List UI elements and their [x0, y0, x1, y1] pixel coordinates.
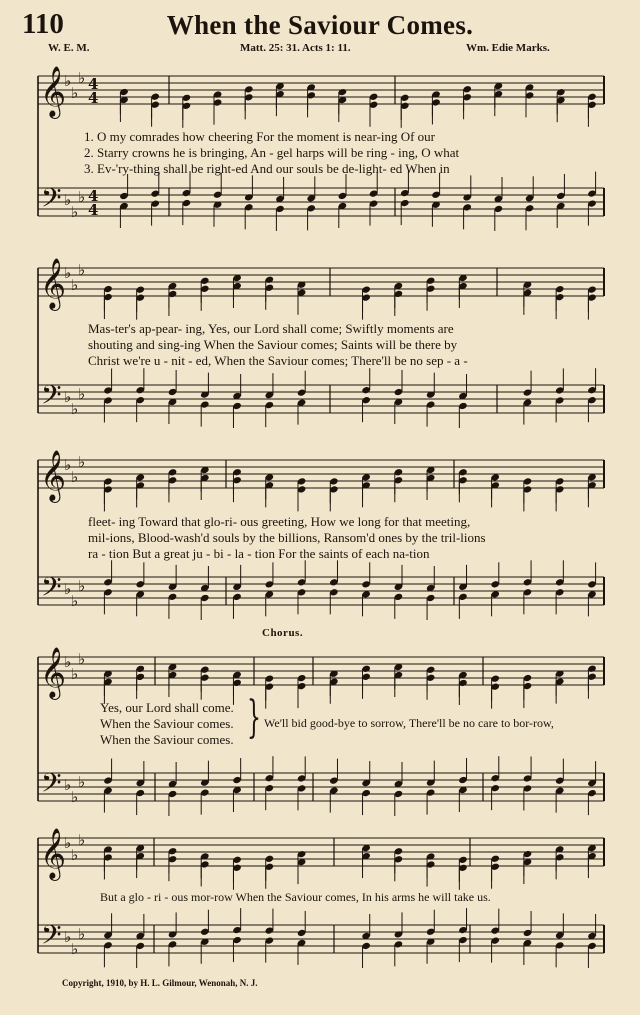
flat-sign-icon: ♭ — [64, 776, 72, 794]
treble-clef-icon: 𝄞 — [40, 258, 67, 309]
flat-sign-icon: ♭ — [64, 264, 72, 282]
flat-sign-icon: ♭ — [64, 653, 72, 671]
flat-sign-icon: ♭ — [71, 84, 79, 102]
flat-sign-icon: ♭ — [78, 188, 86, 206]
lyric-line: ra - tion But a great ju - bi - la - tion For the saints of each na-tion — [88, 546, 430, 561]
flat-sign-icon: ♭ — [64, 580, 72, 598]
bass-clef-icon: 𝄢 — [41, 571, 62, 609]
treble-clef-icon: 𝄞 — [40, 828, 67, 879]
flat-sign-icon: ♭ — [64, 388, 72, 406]
flat-sign-icon: ♭ — [64, 191, 72, 209]
lyric-line: But a glo - ri - ous mor-row When the Saviour comes, In his arms he will take us. — [100, 890, 491, 904]
flat-sign-icon: ♭ — [64, 834, 72, 852]
flat-sign-icon: ♭ — [71, 276, 79, 294]
flat-sign-icon: ♭ — [71, 592, 79, 610]
bass-clef-icon: 𝄢 — [41, 379, 62, 417]
bass-clef-icon: 𝄢 — [41, 919, 62, 957]
flat-sign-icon: ♭ — [71, 468, 79, 486]
lyric-line: mil-ions, Blood-wash'd souls by the billions, Ransom'd ones by the tril-lions — [88, 530, 486, 545]
bass-clef-icon: 𝄢 — [41, 767, 62, 805]
lyric-line: Christ we're u - nit - ed, When the Saviour comes; There'll be no sep - a - — [88, 353, 468, 368]
refrain-lyric: We'll bid good-bye to sorrow, There'll be no care to bor-row, — [264, 716, 554, 730]
lyricist-credit: W. E. M. — [48, 42, 90, 54]
composer-credit: Wm. Edie Marks. — [466, 42, 550, 54]
flat-sign-icon: ♭ — [78, 831, 86, 849]
treble-clef-icon: 𝄞 — [40, 450, 67, 501]
chorus-label: Chorus. — [262, 627, 304, 639]
time-signature: 4 — [88, 187, 99, 205]
lyric-line: When the Saviour comes. — [100, 732, 234, 747]
lyric-line: Mas-ter's ap-pear- ing, Yes, our Lord shall come; Swiftly moments are — [88, 321, 454, 336]
flat-sign-icon: ♭ — [78, 261, 86, 279]
hymn-title: When the Saviour Comes. — [166, 10, 474, 40]
flat-sign-icon: ♭ — [71, 788, 79, 806]
copyright-notice: Copyright, 1910, by H. L. Gilmour, Wenonah, N. J. — [62, 978, 258, 988]
lyric-line: 2. Starry crowns he is bringing, An - gel harps will be ring - ing, O what — [84, 145, 460, 160]
bass-clef-icon: 𝄢 — [41, 182, 62, 220]
flat-sign-icon: ♭ — [78, 773, 86, 791]
lyric-line: When the Saviour comes. — [100, 716, 234, 731]
lyric-line: shouting and sing-ing When the Saviour comes; Saints will be there by — [88, 337, 458, 352]
lyric-line: fleet- ing Toward that glo-ri- ous greeting, How we long for that meeting, — [88, 514, 471, 529]
time-signature: 4 — [88, 75, 99, 93]
flat-sign-icon: ♭ — [78, 69, 86, 87]
time-signature: 4 — [88, 89, 99, 107]
flat-sign-icon: ♭ — [71, 665, 79, 683]
flat-sign-icon: ♭ — [71, 203, 79, 221]
flat-sign-icon: ♭ — [71, 940, 79, 958]
flat-sign-icon: ♭ — [78, 577, 86, 595]
time-signature: 4 — [88, 201, 99, 219]
lyric-line: 3. Ev-'ry-thing shall be right-ed And our souls be de-light- ed When in — [84, 161, 450, 176]
flat-sign-icon: ♭ — [78, 925, 86, 943]
flat-sign-icon: ♭ — [71, 400, 79, 418]
lyric-line: Yes, our Lord shall come. — [100, 700, 234, 715]
treble-clef-icon: 𝄞 — [40, 66, 67, 117]
flat-sign-icon: ♭ — [64, 456, 72, 474]
scripture-reference: Matt. 25: 31. Acts 1: 11. — [240, 42, 351, 54]
flat-sign-icon: ♭ — [64, 72, 72, 90]
chorus-brace: } — [247, 692, 261, 743]
flat-sign-icon: ♭ — [71, 846, 79, 864]
treble-clef-icon: 𝄞 — [40, 647, 67, 698]
flat-sign-icon: ♭ — [64, 928, 72, 946]
flat-sign-icon: ♭ — [78, 650, 86, 668]
lyric-line: 1. O my comrades how cheering For the moment is near-ing Of our — [84, 129, 436, 144]
hymn-number: 110 — [22, 8, 64, 40]
flat-sign-icon: ♭ — [78, 385, 86, 403]
flat-sign-icon: ♭ — [78, 453, 86, 471]
